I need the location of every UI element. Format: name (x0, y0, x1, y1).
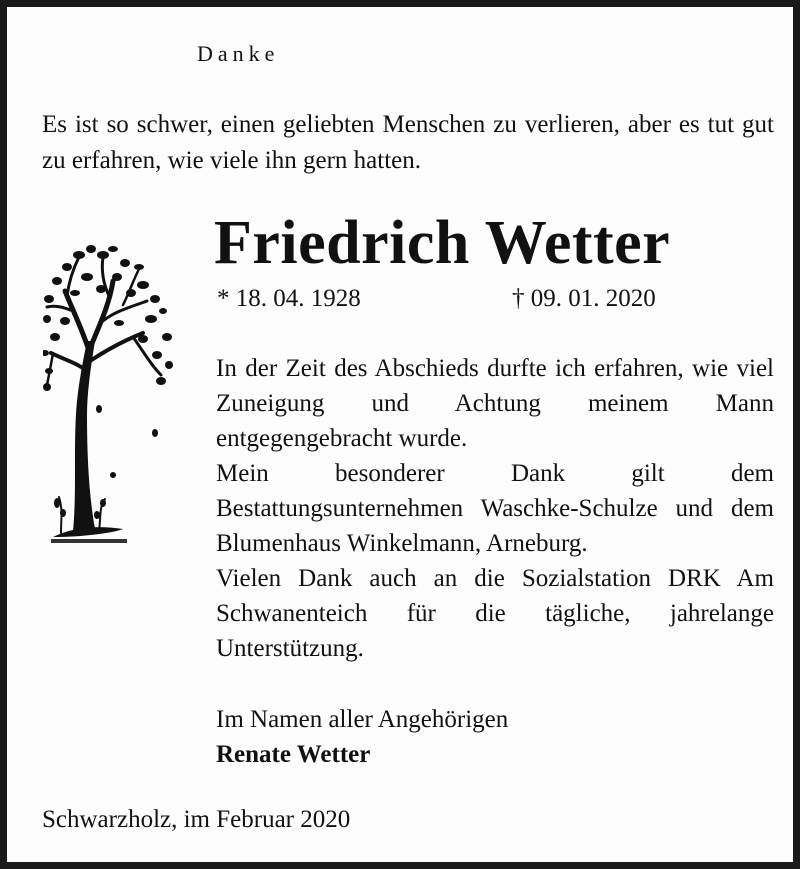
paragraph: Mein besonderer Dank gilt dem Bestattungsunternehmen Waschke-Schulze und dem Blumenhaus Winkelmann, Arneburg. (216, 460, 774, 557)
intro-text: Es ist so schwer, einen geliebten Menschen zu verlieren, aber es tut gut zu erfahren, wie viele ihn gern hatten. (42, 111, 774, 174)
birth-date: * 18. 04. 1928 (217, 285, 361, 312)
signoff (216, 702, 508, 772)
signoff-line: Im Namen aller Angehörigen (216, 706, 509, 733)
tree-icon (43, 241, 175, 543)
signer-name: Renate Wetter (216, 741, 371, 768)
paragraph: Vielen Dank auch an die Sozialstation DRK Am Schwanenteich für die tägliche, jahrelange Unterstützung. (216, 565, 774, 662)
death-date: † 09. 01. 2020 (512, 285, 656, 312)
place-date: Schwarzholz, im Februar 2020 (42, 806, 351, 833)
deceased-name: Friedrich Wetter (214, 209, 671, 277)
heading: Danke (197, 41, 280, 66)
paragraph: In der Zeit des Abschieds durfte ich erfahren, wie viel Zuneigung und Achtung meinem Mann entgegengebracht wurde. (216, 355, 774, 452)
thanks-text (216, 351, 774, 666)
